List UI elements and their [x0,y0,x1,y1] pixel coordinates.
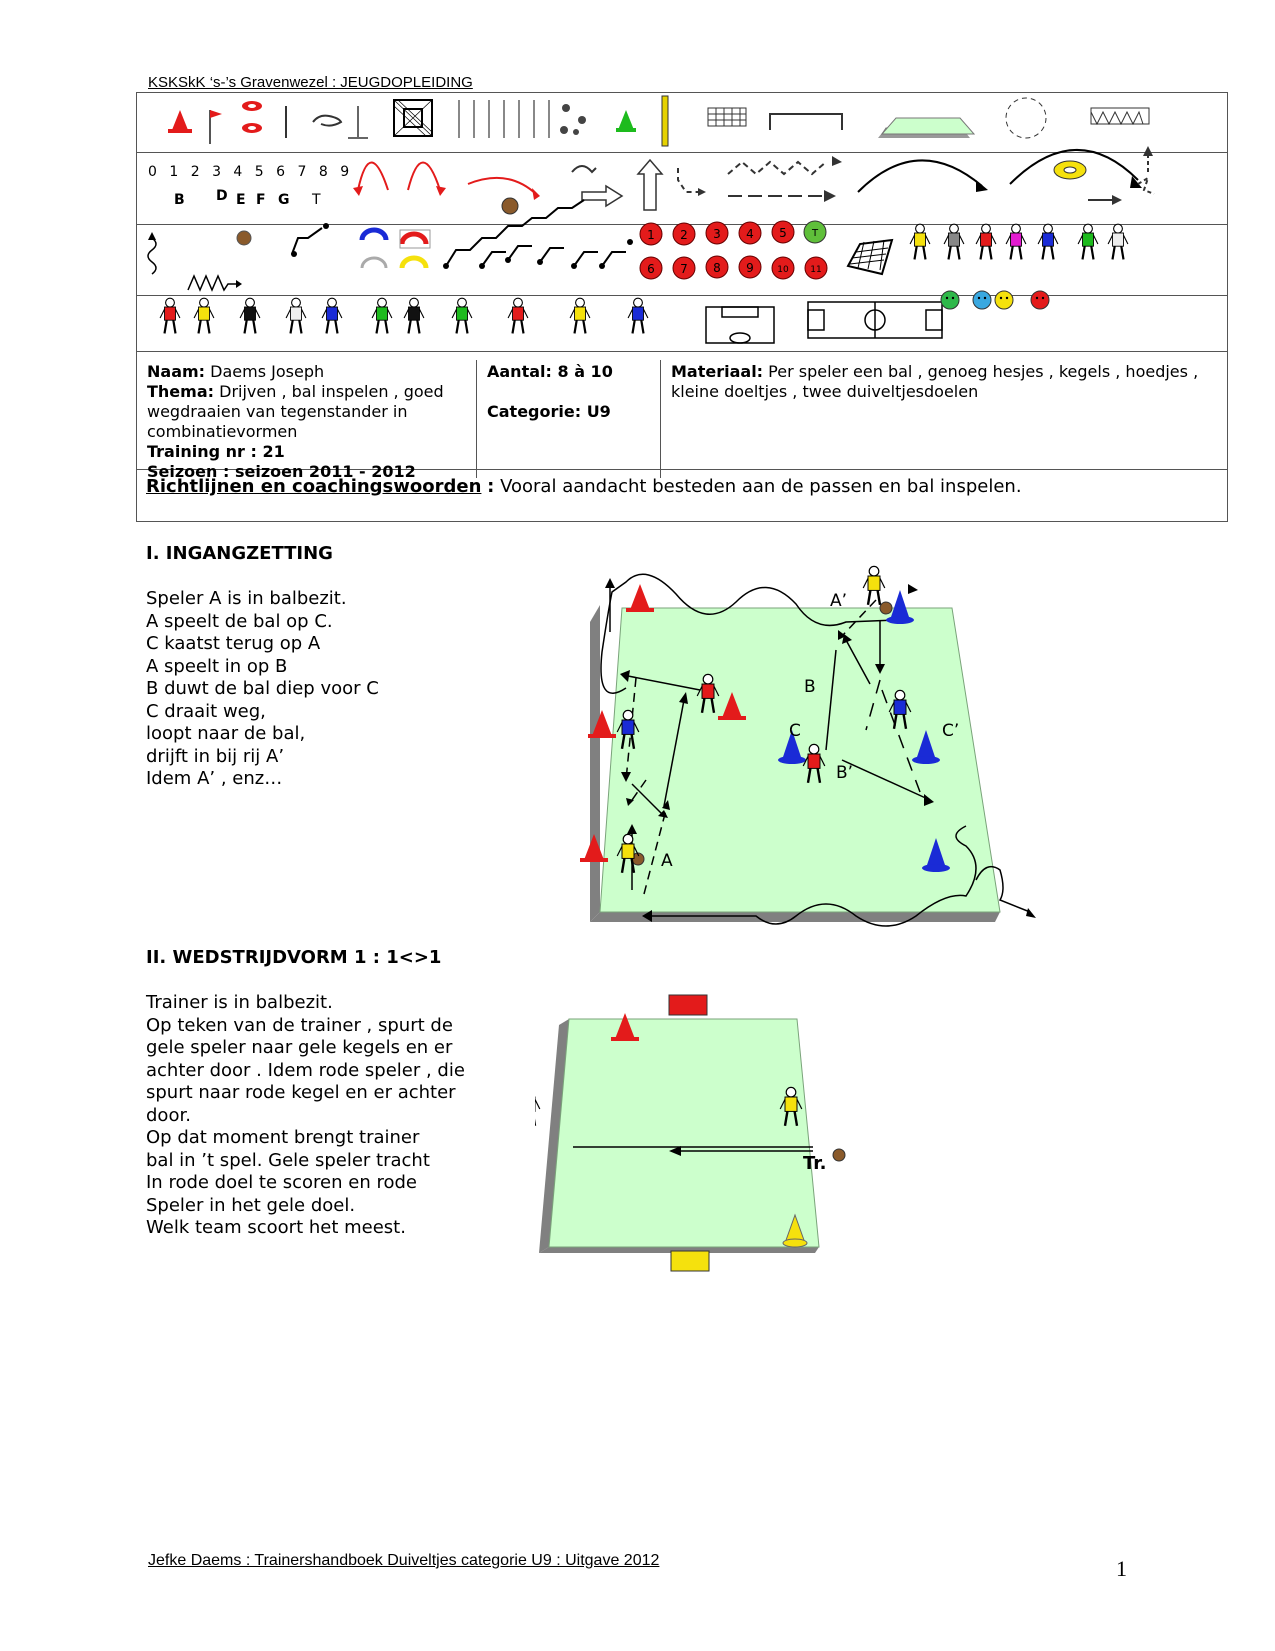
field-tile-icon [878,118,974,138]
letter-e: E [236,192,246,208]
section1-line: A speelt de bal op C. [146,610,333,632]
section2-text [146,992,465,1240]
green-cone-icon [616,110,636,132]
yellow-hoedje-icon [402,258,426,268]
player-icon [322,298,342,333]
player-icon [508,298,528,333]
document-header: KSKSkK ‘s-’s Gravenwezel : JEUGDOPLEIDING [148,74,473,91]
player-icon [944,224,964,259]
red-goal [669,995,707,1015]
wavy-up-arrow-icon [148,238,156,274]
training-label: Training nr : [147,442,257,461]
svg-text:T: T [811,228,819,239]
aantal-value: 8 à 10 [557,362,613,381]
footer-text: Jefke Daems : Trainershandboek Duiveltjes categorie U9 : Uitgave 2012 [148,1552,660,1569]
zigzag-dashed-arrow-icon [728,162,826,174]
materiaal-label: Materiaal: [671,362,764,381]
label-c-prime: C’ [942,721,960,741]
svg-text:7: 7 [680,262,688,276]
svg-text:5: 5 [779,226,787,240]
turn-arrow-icon [572,166,596,172]
post-icon [348,106,368,138]
info-naam-thema [137,360,477,481]
svg-text:11: 11 [810,265,822,275]
white-hoedje-icon [362,258,386,268]
red-hoedje-icon [402,234,426,244]
letter-t: T [312,192,321,208]
section2-line: In rode doel te scoren en rode [146,1172,417,1193]
section2-line: Speler in het gele doel. [146,1194,356,1216]
section2-line: Op teken van de trainer , spurt de [146,1014,453,1036]
wedstrijdvorm-diagram [535,985,865,1275]
section2-line: spurt naar rode kegel en er achter [146,1082,456,1103]
svg-text:3: 3 [713,227,721,241]
materiaal-value: Per speler een bal , genoeg hesjes , kegels , hoedjes , kleine doeltjes , twee duiveltjesdoelen [671,362,1199,401]
section1-line: A speelt in op B [146,655,288,677]
page-number: 1 [1116,1556,1127,1581]
categorie-value: U9 [586,402,611,421]
section2-line: gele speler naar gele kegels en er [146,1037,453,1058]
player-icon [240,298,260,333]
ball-icon [502,198,518,214]
training-value: 21 [262,442,285,461]
small-goal-icon [770,114,842,130]
richtlijnen-line [146,476,1022,497]
info-aantal-categorie [477,360,661,478]
section2-line: bal in ’t spel. Gele speler tracht [146,1149,430,1171]
player-icon [1078,224,1098,259]
section1-line: drijft in bij rij A’ [146,745,285,767]
blue-hoedje-icon [362,230,386,240]
player-icon [286,298,306,333]
player-icon [910,224,930,259]
field-plan-small-icon [706,307,774,343]
marker-disc-icon [242,101,262,133]
blue-smiley-icon [973,291,991,309]
player-icon [535,1087,540,1125]
categorie-label: Categorie: [487,402,582,421]
player-icon [863,566,885,604]
label-a-prime: A’ [830,591,848,611]
ball-icon [237,231,251,245]
section1-text [146,588,379,791]
letter-g: G [278,192,290,208]
label-b: B [804,677,816,697]
label-a: A [661,851,673,871]
red-lob-arrow-icon [408,163,440,191]
ladder-icon [459,100,549,138]
svg-text:9: 9 [746,261,754,275]
flag-icon [210,110,222,144]
dashed-turn-arrow-icon [678,168,700,192]
net-icon [708,108,746,126]
section2-line: Welk team scoort het meest. [146,1217,406,1238]
ball-icon [880,602,892,614]
label-c: C [789,721,801,741]
hollow-arrow-right-icon [582,186,622,206]
svg-text:1: 1 [647,228,655,242]
player-icon [372,298,392,333]
numbered-balls [640,221,827,279]
red-lob-arrow-icon [358,163,388,191]
player-icon [452,298,472,333]
hurdle-chain-icon [292,228,322,254]
aantal-label: Aantal: [487,362,552,381]
hollow-arrow-up-icon [638,160,662,210]
goal-line-icon [662,96,668,146]
player-icon [628,298,648,333]
section1-line: loopt naar de bal, [146,723,306,744]
svg-text:2: 2 [680,228,688,242]
trainer-label: Tr. [803,1153,827,1174]
rebound-net-icon [848,240,892,274]
svg-text:4: 4 [746,227,754,241]
player-icon [404,298,424,333]
big-goal-icon [1091,108,1149,124]
yellow-goal [671,1251,709,1271]
naam-label: Naam: [147,362,206,381]
ball-icon [833,1149,845,1161]
section2-line: Op dat moment brengt trainer [146,1127,420,1148]
svg-text:6: 6 [647,262,655,276]
info-materiaal [661,360,1225,478]
player-icon [570,298,590,333]
richtlijnen-text: Vooral aandacht besteden aan de passen en bal inspelen. [500,476,1022,497]
balls-icon [560,104,586,135]
section2-title: II. WEDSTRIJDVORM 1 : 1<>1 [146,947,442,968]
circle-zone-icon [1006,98,1046,138]
wavy-right-arrow-icon [188,276,236,290]
richtlijnen-separator: : [487,476,495,497]
thema-value: Drijven , bal inspelen , goed wegdraaien van tegenstander in combinatievormen [147,382,444,441]
section2-line: door. [146,1104,191,1126]
hoop-icon [1064,167,1076,173]
player-icon [194,298,214,333]
section2-line: achter door . Idem rode speler , die [146,1059,465,1081]
full-field-plan-icon [808,302,942,338]
section1-line: B duwt de bal diep voor C [146,678,379,699]
section2-line: Trainer is in balbezit. [146,992,333,1013]
player-icon [160,298,180,333]
numbers-legend: 0 1 2 3 4 5 6 7 8 9 [148,164,354,180]
section1-line: C kaatst terug op A [146,633,321,654]
label-b-prime: B’ [836,763,854,783]
ingangzetting-diagram [580,560,1040,930]
player-icon [1006,224,1026,259]
hurdle-icon [313,116,341,126]
player-icon [1108,224,1128,259]
letter-f: F [256,192,266,208]
cone-icon [168,110,192,133]
legend-symbols [136,92,1228,352]
field-shadow [590,605,600,922]
thema-label: Thema: [147,382,215,401]
red-smiley-icon [1031,291,1049,309]
yellow-smiley-icon [995,291,1013,309]
naam-value: Daems Joseph [210,362,325,381]
letter-d: D [216,188,228,204]
seizoen-value: seizoen 2011 - 2012 [234,462,416,481]
svg-text:10: 10 [777,265,789,275]
player-icon [1038,224,1058,259]
section1-title: I. INGANGZETTING [146,543,333,564]
curved-pass-arrow-icon [858,160,982,192]
seizoen-label: Seizoen : [147,462,230,481]
section1-line: C draait weg, [146,700,266,722]
section1-line: Speler A is in balbezit. [146,588,347,609]
mini-goal-box-icon [394,100,432,136]
player-icon [976,224,996,259]
svg-text:8: 8 [713,261,721,275]
green-smiley-icon [941,291,959,309]
section1-line: Idem A’ , enz… [146,768,283,789]
field [549,1019,819,1247]
richtlijnen-label: Richtlijnen en coachingswoorden [146,476,482,497]
letter-b: B [174,192,185,208]
red-pass-arrow-icon [468,178,536,194]
